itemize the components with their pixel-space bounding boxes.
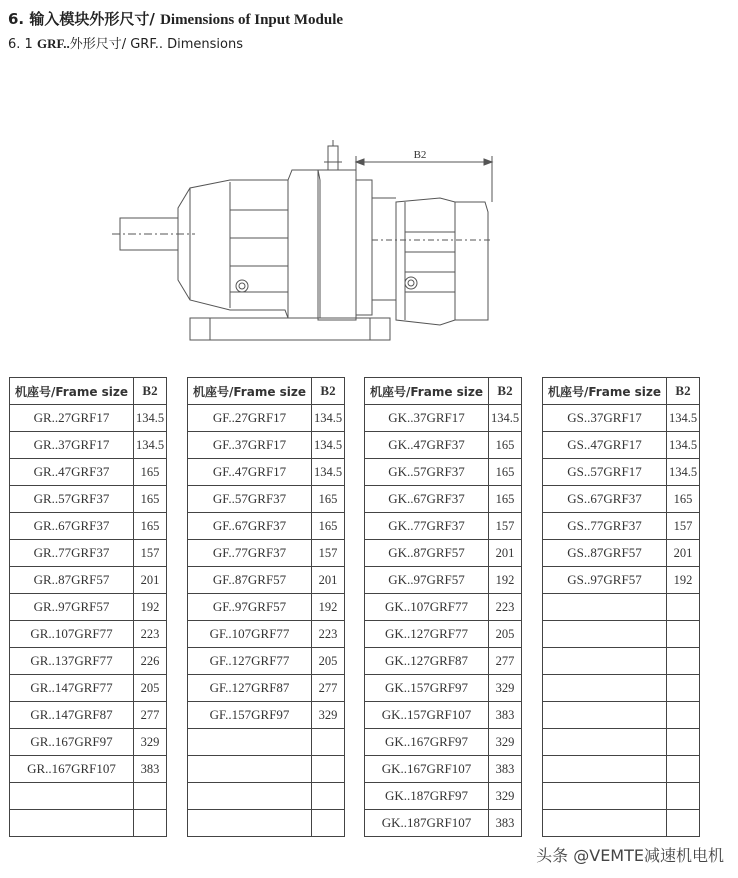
table-row bbox=[10, 486, 167, 513]
frame-size-cell: GK..37GRF17 bbox=[365, 405, 489, 432]
frame-size-cell: GF..107GRF77 bbox=[188, 621, 312, 648]
table-row bbox=[188, 675, 345, 702]
frame-size-cell: GK..57GRF37 bbox=[365, 459, 489, 486]
frame-size-cell: GF..157GRF97 bbox=[188, 702, 312, 729]
b2-header: B2 bbox=[134, 378, 167, 405]
frame-size-cell bbox=[543, 621, 667, 648]
title-prefix: 6. 输入模块外形尺寸/ bbox=[8, 10, 161, 28]
table-gs bbox=[542, 377, 700, 837]
frame-size-cell: GR..37GRF17 bbox=[10, 432, 134, 459]
table-header-row bbox=[543, 378, 700, 405]
b2-value-cell bbox=[312, 810, 345, 837]
frame-size-header: 机座号/Frame size bbox=[10, 378, 134, 405]
b2-value-cell bbox=[667, 702, 700, 729]
b2-value-cell: 329 bbox=[489, 729, 522, 756]
frame-size-cell: GK..157GRF97 bbox=[365, 675, 489, 702]
table-row bbox=[365, 810, 522, 837]
table-row bbox=[10, 648, 167, 675]
table-row bbox=[365, 594, 522, 621]
b2-value-cell: 134.5 bbox=[134, 432, 167, 459]
table-row bbox=[10, 756, 167, 783]
watermark: 头条 @VEMTE减速机电机 bbox=[536, 846, 724, 865]
frame-size-cell bbox=[188, 729, 312, 756]
b2-value-cell: 205 bbox=[134, 675, 167, 702]
table-header-row bbox=[365, 378, 522, 405]
table-row bbox=[543, 486, 700, 513]
b2-value-cell: 134.5 bbox=[667, 432, 700, 459]
b2-value-cell: 134.5 bbox=[312, 459, 345, 486]
table-row bbox=[188, 567, 345, 594]
table-row bbox=[188, 432, 345, 459]
frame-size-cell bbox=[543, 594, 667, 621]
b2-value-cell: 383 bbox=[489, 702, 522, 729]
frame-size-cell: GS..97GRF57 bbox=[543, 567, 667, 594]
b2-value-cell: 157 bbox=[312, 540, 345, 567]
table-row bbox=[543, 432, 700, 459]
table-row bbox=[10, 675, 167, 702]
b2-value-cell: 205 bbox=[489, 621, 522, 648]
b2-value-cell: 192 bbox=[134, 594, 167, 621]
b2-value-cell: 157 bbox=[489, 513, 522, 540]
frame-size-cell bbox=[10, 783, 134, 810]
frame-size-cell bbox=[188, 810, 312, 837]
frame-size-cell: GK..187GRF107 bbox=[365, 810, 489, 837]
table-row bbox=[188, 405, 345, 432]
b2-value-cell bbox=[667, 783, 700, 810]
bolt-hole-left bbox=[236, 280, 248, 292]
table-row bbox=[543, 594, 700, 621]
b2-value-cell: 157 bbox=[667, 513, 700, 540]
frame-size-cell: GR..47GRF37 bbox=[10, 459, 134, 486]
b2-value-cell bbox=[667, 594, 700, 621]
table-row bbox=[188, 459, 345, 486]
frame-size-cell: GR..137GRF77 bbox=[10, 648, 134, 675]
table-header-row bbox=[10, 378, 167, 405]
frame-size-cell: GS..77GRF37 bbox=[543, 513, 667, 540]
b2-value-cell: 223 bbox=[312, 621, 345, 648]
frame-size-cell bbox=[543, 783, 667, 810]
table-row bbox=[188, 702, 345, 729]
b2-value-cell: 165 bbox=[489, 459, 522, 486]
frame-size-cell: GR..147GRF77 bbox=[10, 675, 134, 702]
table-row bbox=[543, 675, 700, 702]
table-row bbox=[10, 405, 167, 432]
b2-value-cell: 165 bbox=[489, 486, 522, 513]
b2-value-cell: 165 bbox=[312, 513, 345, 540]
frame-size-cell: GK..167GRF107 bbox=[365, 756, 489, 783]
table-row bbox=[10, 432, 167, 459]
table-row bbox=[188, 513, 345, 540]
frame-size-cell: GR..67GRF37 bbox=[10, 513, 134, 540]
input-module bbox=[396, 198, 488, 325]
table-row bbox=[543, 702, 700, 729]
b2-value-cell: 329 bbox=[489, 675, 522, 702]
table-row bbox=[365, 486, 522, 513]
adapter-flange bbox=[356, 180, 372, 315]
table-row bbox=[365, 648, 522, 675]
b2-value-cell bbox=[312, 783, 345, 810]
table-row bbox=[10, 621, 167, 648]
left-housing bbox=[178, 170, 320, 318]
b2-value-cell bbox=[667, 621, 700, 648]
table-row bbox=[543, 621, 700, 648]
subtitle-rest: 外形尺寸/ GRF.. Dimensions bbox=[69, 37, 243, 52]
b2-header: B2 bbox=[312, 378, 345, 405]
frame-size-cell: GK..47GRF37 bbox=[365, 432, 489, 459]
page-title bbox=[8, 8, 343, 29]
frame-size-cell: GF..57GRF37 bbox=[188, 486, 312, 513]
b2-value-cell: 201 bbox=[312, 567, 345, 594]
b2-value-cell: 226 bbox=[134, 648, 167, 675]
b2-value-cell: 134.5 bbox=[489, 405, 522, 432]
b2-value-cell bbox=[667, 675, 700, 702]
frame-size-cell: GF..27GRF17 bbox=[188, 405, 312, 432]
b2-value-cell: 329 bbox=[489, 783, 522, 810]
b2-value-cell: 192 bbox=[667, 567, 700, 594]
subtitle-bold: GRF.. bbox=[36, 36, 70, 51]
frame-size-cell: GK..157GRF107 bbox=[365, 702, 489, 729]
b2-value-cell: 277 bbox=[134, 702, 167, 729]
frame-size-cell bbox=[188, 783, 312, 810]
b2-value-cell: 277 bbox=[312, 675, 345, 702]
b2-value-cell: 277 bbox=[489, 648, 522, 675]
frame-size-cell: GS..67GRF37 bbox=[543, 486, 667, 513]
frame-size-header: 机座号/Frame size bbox=[365, 378, 489, 405]
subtitle-number: 6. 1 bbox=[8, 37, 37, 52]
lifting-eye bbox=[328, 146, 338, 170]
b2-value-cell bbox=[312, 729, 345, 756]
frame-size-cell bbox=[543, 648, 667, 675]
frame-size-cell: GK..127GRF77 bbox=[365, 621, 489, 648]
frame-size-cell: GF..97GRF57 bbox=[188, 594, 312, 621]
b2-value-cell: 134.5 bbox=[312, 405, 345, 432]
frame-size-cell: GR..77GRF37 bbox=[10, 540, 134, 567]
table-row bbox=[543, 540, 700, 567]
table-row bbox=[365, 756, 522, 783]
frame-size-cell: GR..57GRF37 bbox=[10, 486, 134, 513]
b2-value-cell: 134.5 bbox=[667, 405, 700, 432]
b2-value-cell: 205 bbox=[312, 648, 345, 675]
b2-value-cell: 329 bbox=[312, 702, 345, 729]
table-row bbox=[543, 513, 700, 540]
b2-value-cell: 165 bbox=[489, 432, 522, 459]
table-gk bbox=[364, 377, 522, 837]
b2-value-cell: 383 bbox=[489, 810, 522, 837]
b2-value-cell: 165 bbox=[667, 486, 700, 513]
b2-value-cell: 201 bbox=[134, 567, 167, 594]
table-row bbox=[365, 567, 522, 594]
b2-value-cell: 383 bbox=[134, 756, 167, 783]
b2-value-cell: 165 bbox=[312, 486, 345, 513]
table-row bbox=[543, 648, 700, 675]
dimension-label-b2: B2 bbox=[413, 149, 427, 161]
frame-size-cell bbox=[188, 756, 312, 783]
table-row bbox=[10, 540, 167, 567]
table-row bbox=[10, 810, 167, 837]
center-casing bbox=[318, 170, 356, 320]
title-english: Dimensions of Input Module bbox=[160, 12, 344, 28]
table-row bbox=[10, 459, 167, 486]
table-row bbox=[10, 702, 167, 729]
table-row bbox=[543, 459, 700, 486]
table-row bbox=[365, 783, 522, 810]
frame-size-cell: GR..167GRF97 bbox=[10, 729, 134, 756]
frame-size-cell: GS..47GRF17 bbox=[543, 432, 667, 459]
table-row bbox=[10, 513, 167, 540]
table-row bbox=[188, 756, 345, 783]
frame-size-cell: GS..57GRF17 bbox=[543, 459, 667, 486]
frame-size-header: 机座号/Frame size bbox=[543, 378, 667, 405]
table-row bbox=[188, 648, 345, 675]
b2-value-cell bbox=[312, 756, 345, 783]
frame-size-cell: GS..87GRF57 bbox=[543, 540, 667, 567]
b2-value-cell bbox=[667, 810, 700, 837]
frame-size-cell: GK..167GRF97 bbox=[365, 729, 489, 756]
table-gf bbox=[187, 377, 345, 837]
frame-size-cell: GS..37GRF17 bbox=[543, 405, 667, 432]
b2-value-cell: 165 bbox=[134, 486, 167, 513]
base-foot bbox=[190, 318, 390, 340]
frame-size-cell: GK..77GRF37 bbox=[365, 513, 489, 540]
frame-size-cell bbox=[543, 729, 667, 756]
b2-value-cell bbox=[134, 810, 167, 837]
table-row bbox=[10, 783, 167, 810]
frame-size-cell: GR..167GRF107 bbox=[10, 756, 134, 783]
b2-value-cell: 192 bbox=[489, 567, 522, 594]
frame-size-cell bbox=[543, 810, 667, 837]
b2-value-cell: 223 bbox=[134, 621, 167, 648]
table-row bbox=[365, 459, 522, 486]
frame-size-cell: GF..127GRF77 bbox=[188, 648, 312, 675]
table-row bbox=[188, 810, 345, 837]
frame-size-cell: GK..97GRF57 bbox=[365, 567, 489, 594]
frame-size-cell: GF..47GRF17 bbox=[188, 459, 312, 486]
b2-value-cell: 201 bbox=[667, 540, 700, 567]
table-row bbox=[543, 405, 700, 432]
table-row bbox=[365, 729, 522, 756]
table-row bbox=[365, 405, 522, 432]
b2-value-cell bbox=[667, 729, 700, 756]
frame-size-cell: GK..127GRF87 bbox=[365, 648, 489, 675]
table-row bbox=[365, 702, 522, 729]
table-row bbox=[188, 783, 345, 810]
frame-size-cell: GF..37GRF17 bbox=[188, 432, 312, 459]
table-row bbox=[188, 729, 345, 756]
table-row bbox=[365, 675, 522, 702]
frame-size-cell: GF..77GRF37 bbox=[188, 540, 312, 567]
table-row bbox=[10, 567, 167, 594]
table-row bbox=[365, 432, 522, 459]
b2-value-cell: 134.5 bbox=[312, 432, 345, 459]
table-row bbox=[365, 621, 522, 648]
frame-size-cell: GK..87GRF57 bbox=[365, 540, 489, 567]
table-row bbox=[543, 567, 700, 594]
frame-size-cell: GK..187GRF97 bbox=[365, 783, 489, 810]
table-gr bbox=[9, 377, 167, 837]
frame-size-cell: GF..87GRF57 bbox=[188, 567, 312, 594]
table-row bbox=[188, 594, 345, 621]
frame-size-cell: GF..127GRF87 bbox=[188, 675, 312, 702]
frame-size-header: 机座号/Frame size bbox=[188, 378, 312, 405]
table-row bbox=[543, 810, 700, 837]
table-row bbox=[543, 756, 700, 783]
frame-size-cell bbox=[543, 675, 667, 702]
b2-value-cell bbox=[667, 756, 700, 783]
frame-size-cell: GR..97GRF57 bbox=[10, 594, 134, 621]
frame-size-cell bbox=[543, 702, 667, 729]
b2-header: B2 bbox=[667, 378, 700, 405]
b2-value-cell: 192 bbox=[312, 594, 345, 621]
frame-size-cell bbox=[543, 756, 667, 783]
table-row bbox=[543, 729, 700, 756]
b2-value-cell bbox=[667, 648, 700, 675]
frame-size-cell: GR..27GRF17 bbox=[10, 405, 134, 432]
bolt-hole-right bbox=[405, 277, 417, 289]
frame-size-cell: GR..87GRF57 bbox=[10, 567, 134, 594]
b2-value-cell: 329 bbox=[134, 729, 167, 756]
table-row bbox=[365, 540, 522, 567]
b2-value-cell: 134.5 bbox=[134, 405, 167, 432]
b2-value-cell: 157 bbox=[134, 540, 167, 567]
gearbox-drawing bbox=[110, 140, 500, 350]
b2-header: B2 bbox=[489, 378, 522, 405]
frame-size-cell: GK..67GRF37 bbox=[365, 486, 489, 513]
table-row bbox=[10, 729, 167, 756]
b2-value-cell: 165 bbox=[134, 459, 167, 486]
b2-value-cell: 223 bbox=[489, 594, 522, 621]
b2-value-cell bbox=[134, 783, 167, 810]
table-row bbox=[188, 621, 345, 648]
frame-size-cell: GR..147GRF87 bbox=[10, 702, 134, 729]
frame-size-cell: GK..107GRF77 bbox=[365, 594, 489, 621]
table-row bbox=[188, 540, 345, 567]
section-subtitle bbox=[8, 33, 243, 52]
frame-size-cell bbox=[10, 810, 134, 837]
table-row bbox=[365, 513, 522, 540]
frame-size-cell: GF..67GRF37 bbox=[188, 513, 312, 540]
b2-value-cell: 383 bbox=[489, 756, 522, 783]
b2-value-cell: 165 bbox=[134, 513, 167, 540]
table-row bbox=[188, 486, 345, 513]
table-row bbox=[543, 783, 700, 810]
frame-size-cell: GR..107GRF77 bbox=[10, 621, 134, 648]
b2-value-cell: 201 bbox=[489, 540, 522, 567]
table-header-row bbox=[188, 378, 345, 405]
b2-value-cell: 134.5 bbox=[667, 459, 700, 486]
table-row bbox=[10, 594, 167, 621]
